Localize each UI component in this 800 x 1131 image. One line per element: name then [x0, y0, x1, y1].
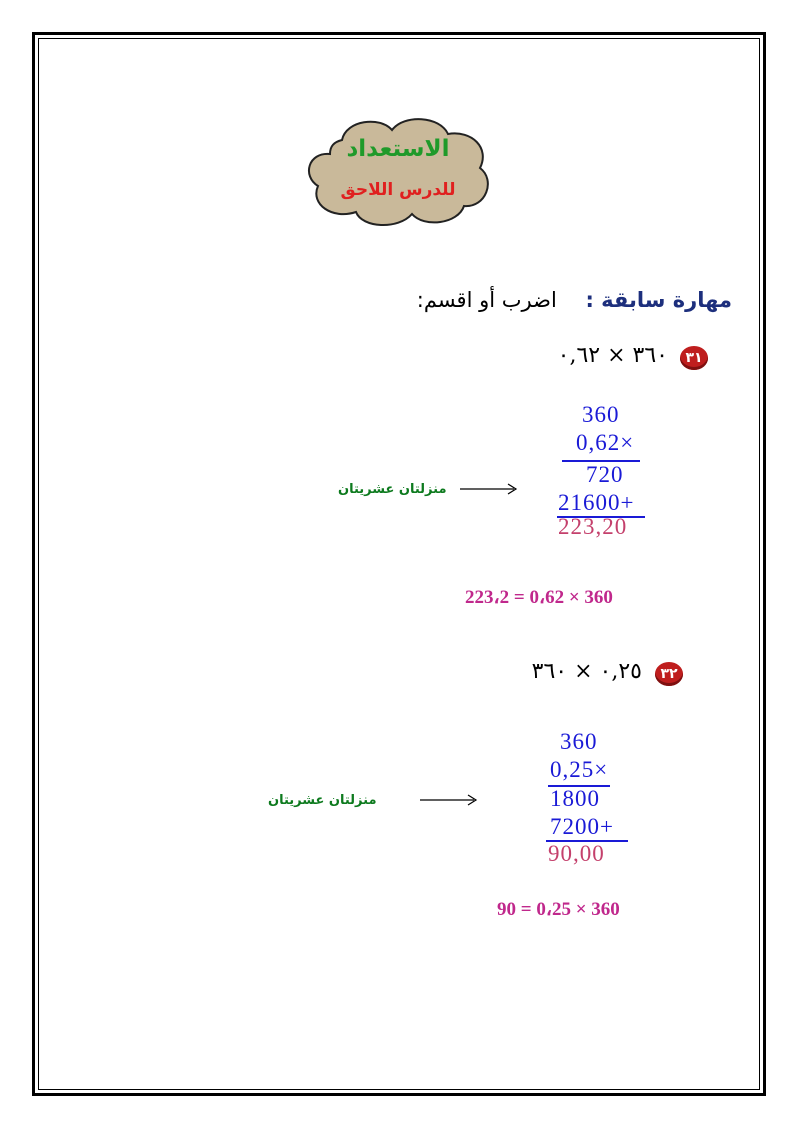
- answer-line: 90 = 0،25 × 360: [497, 899, 620, 920]
- partial-product: 1800: [550, 786, 600, 811]
- problem-number-badge: ٣٢: [655, 662, 683, 686]
- product-result: 90,00: [548, 841, 605, 866]
- problem-number-badge: ٣١: [680, 346, 708, 370]
- decimal-places-note: منزلتان عشريتان: [338, 482, 447, 497]
- product-result: 223,20: [558, 514, 628, 539]
- section-subtitle: للدرس اللاحق: [340, 180, 456, 200]
- skill-instruction: اضرب أو اقسم:: [416, 288, 557, 312]
- section-title: الاستعداد: [346, 136, 450, 162]
- partial-product: 21600+: [558, 490, 635, 515]
- cloud-shape: [302, 112, 494, 230]
- multiplier: 0,62×: [576, 430, 635, 455]
- multiplicand: 360: [560, 729, 598, 754]
- arrow-icon: [420, 793, 478, 807]
- multiplier: 0,25×: [550, 757, 609, 782]
- decimal-places-note: منزلتان عشريتان: [268, 793, 377, 808]
- arrow-icon: [460, 482, 518, 496]
- skill-label: مهارة سابقة :: [585, 288, 732, 312]
- problem-expression: ٠,٢٥ × ٣٦٠: [531, 659, 642, 684]
- partial-product: 7200+: [550, 814, 614, 839]
- partial-product: 720: [586, 462, 624, 487]
- answer-line: 223،2 = 0،62 × 360: [465, 587, 613, 608]
- skill-row: [417, 288, 732, 312]
- multiplicand: 360: [582, 402, 620, 427]
- problem-expression: ٣٦٠ × ٠,٦٢: [557, 343, 668, 368]
